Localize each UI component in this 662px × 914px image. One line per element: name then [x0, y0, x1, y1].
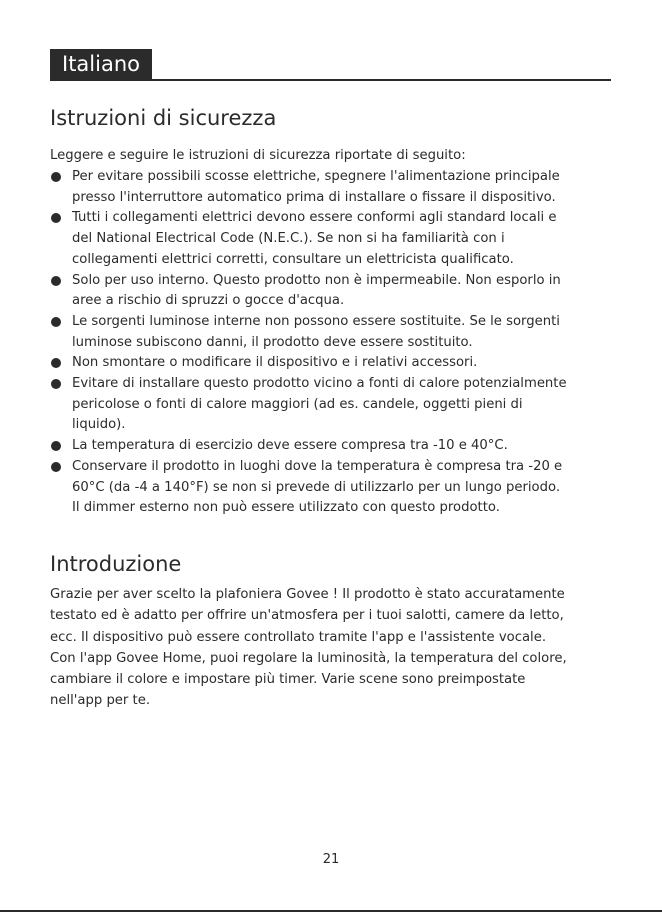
bullet-icon — [51, 317, 61, 327]
safety-item — [50, 208, 567, 270]
introduction-text-line: Con l'app Govee Home, puoi regolare la luminosità, la temperatura del colore, — [50, 650, 567, 666]
introduction-text-line: testato ed è adatto per offrire un'atmosfera per i tuoi salotti, camere da letto, — [50, 608, 564, 624]
safety-intro: Leggere e seguire le istruzioni di sicurezza riportate di seguito: — [50, 148, 466, 163]
introduction-text-line: nell'app per te. — [50, 693, 151, 709]
safety-item-text: La temperatura di esercizio deve essere compresa tra -10 e 40°C. — [72, 438, 508, 454]
safety-item-text: Tutti i collegamenti elettrici devono essere conformi agli standard locali e — [72, 210, 557, 226]
safety-item-text: presso l'interruttore automatico prima di installare o fissare il dispositivo. — [72, 189, 556, 205]
bullet-icon — [51, 462, 61, 472]
language-header — [50, 49, 611, 81]
safety-item-text: 60°C (da -4 a 140°F) se non si prevede di utilizzarlo per un lungo periodo. — [72, 479, 561, 495]
safety-section-title: Istruzioni di sicurezza — [50, 106, 277, 130]
footer-divider — [0, 910, 662, 912]
bullet-icon — [51, 172, 61, 182]
bullet-icon — [51, 441, 61, 451]
page-number: 21 — [322, 852, 340, 867]
bullet-icon — [51, 276, 61, 286]
safety-item-text: Conservare il prodotto in luoghi dove la temperatura è compresa tra -20 e — [72, 458, 563, 474]
safety-list — [50, 167, 567, 519]
safety-item — [50, 271, 567, 312]
bullet-icon — [51, 379, 61, 389]
safety-item-text: collegamenti elettrici corretti, consultare un elettricista qualificato. — [72, 251, 514, 267]
introduction-text-line: cambiare il colore e impostare più timer. Varie scene sono preimpostate — [50, 672, 526, 688]
safety-item-text: Il dimmer esterno non può essere utilizzato con questo prodotto. — [72, 500, 500, 516]
safety-item — [50, 353, 567, 374]
safety-item-text: aree a rischio di spruzzi o gocce d'acqua. — [72, 293, 345, 309]
safety-item-text: pericolose o fonti di calore maggiori (ad es. candele, oggetti pieni di — [72, 396, 523, 412]
bullet-icon — [51, 358, 61, 368]
safety-item-text: Le sorgenti luminose interne non possono essere sostituite. Se le sorgenti — [72, 313, 560, 329]
safety-item — [50, 167, 567, 208]
safety-item-text: del National Electrical Code (N.E.C.). Se non si ha familiarità con i — [72, 231, 505, 247]
safety-item-text: luminose subiscono danni, il prodotto deve essere sostituito. — [72, 334, 473, 350]
introduction-paragraph — [50, 584, 567, 712]
introduction-section-title: Introduzione — [50, 552, 182, 576]
bullet-icon — [51, 213, 61, 223]
safety-item — [50, 312, 567, 353]
header-divider — [50, 79, 611, 81]
safety-item-text: Non smontare o modificare il dispositivo e i relativi accessori. — [72, 355, 478, 371]
safety-item — [50, 374, 567, 436]
safety-item — [50, 457, 567, 519]
safety-item — [50, 436, 567, 457]
safety-item-text: liquido). — [72, 417, 126, 433]
introduction-text-line: ecc. Il dispositivo può essere controllato tramite l'app e l'assistente vocale. — [50, 629, 547, 645]
safety-item-text: Per evitare possibili scosse elettriche, spegnere l'alimentazione principale — [72, 169, 560, 184]
introduction-text-line: Grazie per aver scelto la plafoniera Govee ! Il prodotto è stato accuratamente — [50, 587, 565, 602]
safety-item-text: Evitare di installare questo prodotto vicino a fonti di calore potenzialmente — [72, 376, 567, 392]
safety-item-text: Solo per uso interno. Questo prodotto non è impermeabile. Non esporlo in — [72, 272, 561, 288]
language-label: Italiano — [50, 49, 152, 80]
